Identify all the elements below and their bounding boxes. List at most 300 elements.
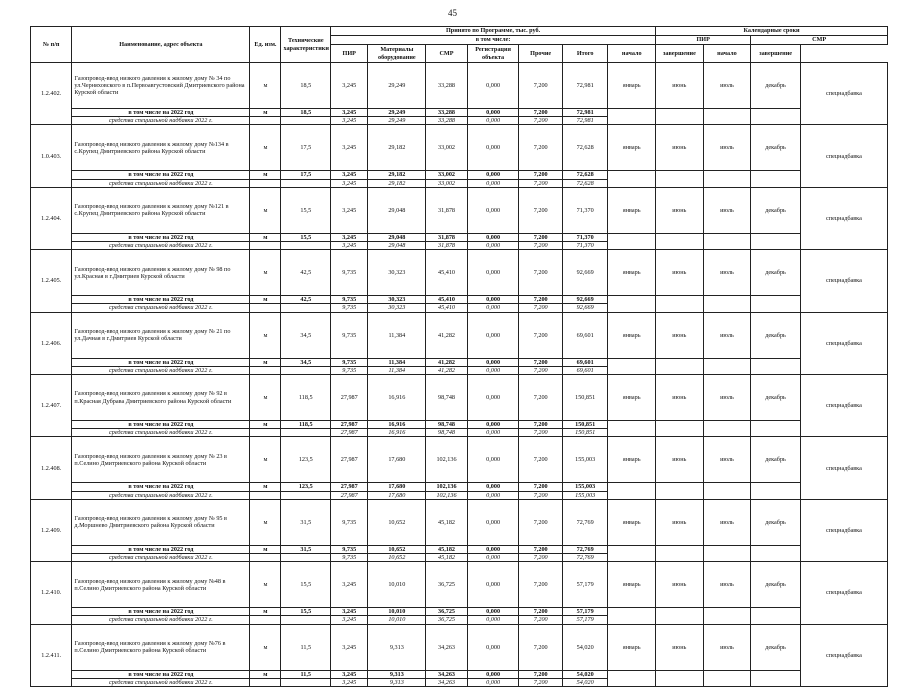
row-pir-start: январь [608,187,656,233]
subtotal-blank [751,296,801,312]
row-smr-end: декабрь [751,187,801,233]
row-tech: 118,5 [281,375,331,421]
table-row [31,437,888,483]
subtotal-unit: м [250,109,281,117]
funding-source-materials: 11,384 [368,366,426,374]
funding-source-label: средства специальной надбавки 2022 г. [72,366,250,374]
subtotal-row [31,670,888,678]
subtotal-materials: 29,048 [368,233,426,241]
row-pir-end: июнь [656,437,704,483]
table-row [31,624,888,670]
row-smr-end: декабрь [751,562,801,608]
row-pir-end: июнь [656,375,704,421]
funding-source-unit-blank [250,179,281,187]
row-tech: 17,5 [281,125,331,171]
funding-source-total: 72,981 [562,117,608,125]
subtotal-label: в том числе на 2022 год [72,296,250,304]
subtotal-registration: 0,000 [467,171,519,179]
row-smr-start: июль [703,375,751,421]
subtotal-unit: м [250,608,281,616]
row-pir: 3,245 [331,624,368,670]
row-pir: 3,245 [331,187,368,233]
subtotal-registration: 0,000 [467,483,519,491]
subtotal-blank [703,483,751,499]
subtotal-row [31,296,888,304]
subtotal-unit: м [250,358,281,366]
header-including: в том числе: [331,36,656,45]
row-other: 7,200 [519,187,562,233]
table-row [31,312,888,358]
funding-source-smr: 34,263 [426,678,467,686]
funding-source-smr: 33,002 [426,179,467,187]
subtotal-blank [703,296,751,312]
table-row [31,562,888,608]
row-pir: 3,245 [331,63,368,109]
subtotal-other: 7,200 [519,670,562,678]
row-registration: 0,000 [467,499,519,545]
row-pir: 3,245 [331,125,368,171]
subtotal-total: 72,628 [562,171,608,179]
row-funding: спецнадбавка [800,562,887,624]
subtotal-smr: 33,288 [426,109,467,117]
subtotal-blank [656,545,704,561]
header-unit: Ед. изм. [250,27,281,63]
row-total: 57,179 [562,562,608,608]
row-pir-end: июнь [656,250,704,296]
row-unit: м [250,499,281,545]
funding-source-registration: 0,000 [467,429,519,437]
funding-source-materials: 9,313 [368,678,426,686]
subtotal-other: 7,200 [519,421,562,429]
funding-source-other: 7,200 [519,366,562,374]
row-total: 92,669 [562,250,608,296]
row-materials: 29,249 [368,63,426,109]
row-unit: м [250,250,281,296]
row-materials: 10,010 [368,562,426,608]
funding-source-smr: 45,182 [426,554,467,562]
subtotal-pir: 9,735 [331,545,368,553]
funding-source-pir: 27,987 [331,491,368,499]
row-materials: 16,916 [368,375,426,421]
subtotal-total: 72,769 [562,545,608,553]
subtotal-row [31,608,888,616]
subtotal-blank [751,109,801,125]
row-tech: 11,5 [281,624,331,670]
row-total: 54,020 [562,624,608,670]
subtotal-label: в том числе на 2022 год [72,545,250,553]
funding-source-pir: 3,245 [331,678,368,686]
subtotal-blank [751,545,801,561]
subtotal-label: в том числе на 2022 год [72,233,250,241]
row-unit: м [250,125,281,171]
subtotal-tech: 34,5 [281,358,331,366]
subtotal-blank [656,233,704,249]
subtotal-registration: 0,000 [467,545,519,553]
subtotal-unit: м [250,296,281,304]
subtotal-blank [751,358,801,374]
row-pir-end: июнь [656,63,704,109]
funding-source-tech-blank [281,678,331,686]
funding-source-smr: 36,725 [426,616,467,624]
row-pir: 27,987 [331,437,368,483]
funding-source-materials: 29,182 [368,179,426,187]
header-pir: ПИР [331,45,368,63]
row-unit: м [250,437,281,483]
funding-source-registration: 0,000 [467,491,519,499]
funding-source-registration: 0,000 [467,242,519,250]
funding-source-smr: 45,410 [426,304,467,312]
funding-source-smr: 41,282 [426,366,467,374]
subtotal-blank [608,296,656,312]
row-other: 7,200 [519,125,562,171]
row-pir-end: июнь [656,624,704,670]
funding-source-registration: 0,000 [467,304,519,312]
row-tech: 34,5 [281,312,331,358]
page-number: 45 [448,8,457,18]
row-unit: м [250,63,281,109]
funding-source-registration: 0,000 [467,117,519,125]
funding-source-smr: 31,878 [426,242,467,250]
subtotal-blank [703,670,751,686]
header-name: Наименование, адрес объекта [72,27,250,63]
subtotal-total: 150,851 [562,421,608,429]
funding-source-pir: 9,735 [331,366,368,374]
subtotal-total: 92,669 [562,296,608,304]
subtotal-label: в том числе на 2022 год [72,358,250,366]
funding-source-total: 71,370 [562,242,608,250]
object-name: Газопровод-ввод низкого давления к жилому дому №48 в п.Селино Дмитриевского района Курской области [72,562,250,608]
subtotal-blank [608,421,656,437]
row-pir-start: январь [608,250,656,296]
subtotal-other: 7,200 [519,608,562,616]
row-funding: спецнадбавка [800,499,887,561]
row-unit: м [250,187,281,233]
subtotal-registration: 0,000 [467,608,519,616]
funding-source-label: средства специальной надбавки 2022 г. [72,616,250,624]
subtotal-materials: 9,313 [368,670,426,678]
row-registration: 0,000 [467,187,519,233]
table-body [31,63,888,687]
subtotal-pir: 3,245 [331,608,368,616]
funding-source-other: 7,200 [519,491,562,499]
funding-source-unit-blank [250,616,281,624]
row-smr: 31,878 [426,187,467,233]
funding-source-label: средства специальной надбавки 2022 г. [72,491,250,499]
table-row [31,499,888,545]
funding-source-tech-blank [281,304,331,312]
subtotal-other: 7,200 [519,233,562,241]
object-name: Газопровод-ввод низкого давления к жилому дому № 34 по ул.Черняховского в п.Первоавгустовский Дмитриевского района Курской области [72,63,250,109]
funding-source-tech-blank [281,491,331,499]
header-smr-end: завершение [751,45,801,63]
row-unit: м [250,624,281,670]
header-materials: Материалы оборудование [368,45,426,63]
funding-source-smr: 98,748 [426,429,467,437]
funding-source-registration: 0,000 [467,366,519,374]
row-smr: 34,263 [426,624,467,670]
subtotal-tech: 31,5 [281,545,331,553]
header-num: № п/п [31,27,72,63]
row-smr-end: декабрь [751,624,801,670]
subtotal-blank [608,109,656,125]
subtotal-tech: 123,5 [281,483,331,491]
row-other: 7,200 [519,250,562,296]
subtotal-total: 155,003 [562,483,608,491]
row-unit: м [250,562,281,608]
subtotal-unit: м [250,670,281,678]
row-funding: спецнадбавка [800,437,887,499]
subtotal-label: в том числе на 2022 год [72,608,250,616]
subtotal-other: 7,200 [519,171,562,179]
funding-source-label: средства специальной надбавки 2022 г. [72,678,250,686]
row-smr-end: декабрь [751,499,801,545]
row-number: 1.2.409. [31,499,72,561]
subtotal-blank [751,670,801,686]
row-funding: спецнадбавка [800,63,887,125]
subtotal-registration: 0,000 [467,109,519,117]
object-name: Газопровод-ввод низкого давления к жилому дому № 95 в д.Моршнево Дмитриевского района Курской области [72,499,250,545]
row-registration: 0,000 [467,562,519,608]
program-table [30,26,888,687]
row-total: 155,003 [562,437,608,483]
row-smr-end: декабрь [751,250,801,296]
subtotal-blank [703,109,751,125]
subtotal-blank [608,171,656,187]
row-pir-end: июнь [656,187,704,233]
subtotal-smr: 102,136 [426,483,467,491]
row-pir-end: июнь [656,125,704,171]
funding-source-total: 72,628 [562,179,608,187]
row-materials: 11,384 [368,312,426,358]
header-other: Прочие [519,45,562,63]
subtotal-pir: 27,987 [331,421,368,429]
subtotal-row [31,545,888,553]
subtotal-row [31,421,888,429]
row-smr: 102,136 [426,437,467,483]
funding-source-unit-blank [250,491,281,499]
subtotal-blank [656,670,704,686]
funding-source-other: 7,200 [519,304,562,312]
row-tech: 15,5 [281,187,331,233]
subtotal-blank [656,608,704,624]
object-name: Газопровод-ввод низкого давления к жилому дому №134 в с.Крупец Дмитриевского района Курской области [72,125,250,171]
row-number: 1.2.402. [31,63,72,125]
funding-source-tech-blank [281,117,331,125]
row-pir-end: июнь [656,499,704,545]
row-number: 1.2.406. [31,312,72,374]
funding-source-tech-blank [281,179,331,187]
subtotal-other: 7,200 [519,483,562,491]
table-row [31,250,888,296]
subtotal-other: 7,200 [519,109,562,117]
subtotal-total: 54,020 [562,670,608,678]
row-pir: 9,735 [331,250,368,296]
funding-source-label: средства специальной надбавки 2022 г. [72,554,250,562]
row-pir: 9,735 [331,312,368,358]
funding-source-other: 7,200 [519,117,562,125]
row-total: 72,981 [562,63,608,109]
row-funding: спецнадбавка [800,375,887,437]
header-registration: Регистрация объекта [467,45,519,63]
funding-source-other: 7,200 [519,179,562,187]
row-other: 7,200 [519,63,562,109]
subtotal-blank [703,171,751,187]
row-materials: 30,323 [368,250,426,296]
subtotal-other: 7,200 [519,545,562,553]
header-smr: СМР [426,45,467,63]
header-cal-pir: ПИР [656,36,751,45]
row-smr-end: декабрь [751,375,801,421]
header-pir-end: завершение [656,45,704,63]
row-total: 150,851 [562,375,608,421]
subtotal-registration: 0,000 [467,296,519,304]
row-smr-start: июль [703,125,751,171]
subtotal-smr: 98,748 [426,421,467,429]
row-total: 71,370 [562,187,608,233]
funding-source-label: средства специальной надбавки 2022 г. [72,179,250,187]
row-smr: 45,182 [426,499,467,545]
row-smr: 45,410 [426,250,467,296]
funding-source-pir: 9,735 [331,304,368,312]
subtotal-registration: 0,000 [467,421,519,429]
subtotal-label: в том числе на 2022 год [72,483,250,491]
row-registration: 0,000 [467,624,519,670]
subtotal-smr: 36,725 [426,608,467,616]
funding-source-unit-blank [250,366,281,374]
subtotal-materials: 16,916 [368,421,426,429]
row-total: 72,769 [562,499,608,545]
funding-source-materials: 30,323 [368,304,426,312]
subtotal-blank [751,233,801,249]
row-registration: 0,000 [467,125,519,171]
row-funding: спецнадбавка [800,312,887,374]
subtotal-tech: 15,5 [281,608,331,616]
funding-source-total: 92,669 [562,304,608,312]
row-materials: 10,652 [368,499,426,545]
subtotal-label: в том числе на 2022 год [72,171,250,179]
row-funding: спецнадбавка [800,250,887,312]
funding-source-total: 69,601 [562,366,608,374]
funding-source-tech-blank [281,242,331,250]
header-cal-smr: СМР [751,36,888,45]
subtotal-blank [703,358,751,374]
row-smr: 33,288 [426,63,467,109]
subtotal-label: в том числе на 2022 год [72,421,250,429]
funding-source-smr: 102,136 [426,491,467,499]
funding-source-pir: 3,245 [331,616,368,624]
funding-source-total: 57,179 [562,616,608,624]
funding-source-other: 7,200 [519,554,562,562]
funding-source-total: 155,003 [562,491,608,499]
row-smr: 36,725 [426,562,467,608]
subtotal-materials: 10,652 [368,545,426,553]
row-registration: 0,000 [467,63,519,109]
subtotal-row [31,483,888,491]
subtotal-registration: 0,000 [467,358,519,366]
funding-source-materials: 10,010 [368,616,426,624]
subtotal-blank [703,608,751,624]
row-number: 1.2.408. [31,437,72,499]
row-pir-start: январь [608,125,656,171]
row-tech: 31,5 [281,499,331,545]
funding-source-pir: 27,987 [331,429,368,437]
subtotal-unit: м [250,545,281,553]
subtotal-tech: 15,5 [281,233,331,241]
subtotal-total: 71,370 [562,233,608,241]
subtotal-blank [751,608,801,624]
table-row [31,63,888,109]
row-number: 1.2.407. [31,375,72,437]
row-materials: 29,182 [368,125,426,171]
funding-source-registration: 0,000 [467,554,519,562]
subtotal-pir: 3,245 [331,233,368,241]
funding-source-unit-blank [250,242,281,250]
row-smr: 33,002 [426,125,467,171]
subtotal-materials: 30,323 [368,296,426,304]
funding-source-materials: 16,916 [368,429,426,437]
subtotal-smr: 41,282 [426,358,467,366]
funding-source-total: 54,020 [562,678,608,686]
row-materials: 29,048 [368,187,426,233]
funding-source-materials: 17,680 [368,491,426,499]
subtotal-row [31,109,888,117]
subtotal-blank [656,296,704,312]
subtotal-blank [656,358,704,374]
subtotal-unit: м [250,483,281,491]
funding-source-other: 7,200 [519,616,562,624]
subtotal-label: в том числе на 2022 год [72,109,250,117]
subtotal-row [31,358,888,366]
subtotal-blank [751,483,801,499]
subtotal-materials: 11,384 [368,358,426,366]
object-name: Газопровод-ввод низкого давления к жилому дому № 23 в п.Селино Дмитриевского района Курской области [72,437,250,483]
row-tech: 42,5 [281,250,331,296]
row-materials: 17,680 [368,437,426,483]
subtotal-blank [656,109,704,125]
subtotal-row [31,171,888,179]
subtotal-blank [608,608,656,624]
row-number: 1.0.403. [31,125,72,187]
funding-source-registration: 0,000 [467,616,519,624]
row-smr-start: июль [703,312,751,358]
subtotal-blank [751,171,801,187]
subtotal-pir: 3,245 [331,109,368,117]
funding-source-tech-blank [281,366,331,374]
funding-source-registration: 0,000 [467,678,519,686]
funding-source-materials: 10,652 [368,554,426,562]
subtotal-materials: 17,680 [368,483,426,491]
subtotal-blank [608,670,656,686]
header-smr-start: начало [703,45,751,63]
funding-source-unit-blank [250,304,281,312]
funding-source-label: средства специальной надбавки 2022 г. [72,242,250,250]
subtotal-blank [656,421,704,437]
row-pir-start: январь [608,312,656,358]
row-pir-start: январь [608,499,656,545]
funding-source-unit-blank [250,117,281,125]
object-name: Газопровод-ввод низкого давления к жилому дому № 98 по ул.Красная в г.Дмитриев Курской области [72,250,250,296]
header-total: Итого [562,45,608,63]
funding-source-unit-blank [250,678,281,686]
row-pir-start: январь [608,63,656,109]
subtotal-total: 72,981 [562,109,608,117]
row-pir-start: январь [608,624,656,670]
subtotal-smr: 33,002 [426,171,467,179]
funding-source-pir: 3,245 [331,179,368,187]
subtotal-smr: 34,263 [426,670,467,678]
funding-source-other: 7,200 [519,429,562,437]
row-registration: 0,000 [467,437,519,483]
